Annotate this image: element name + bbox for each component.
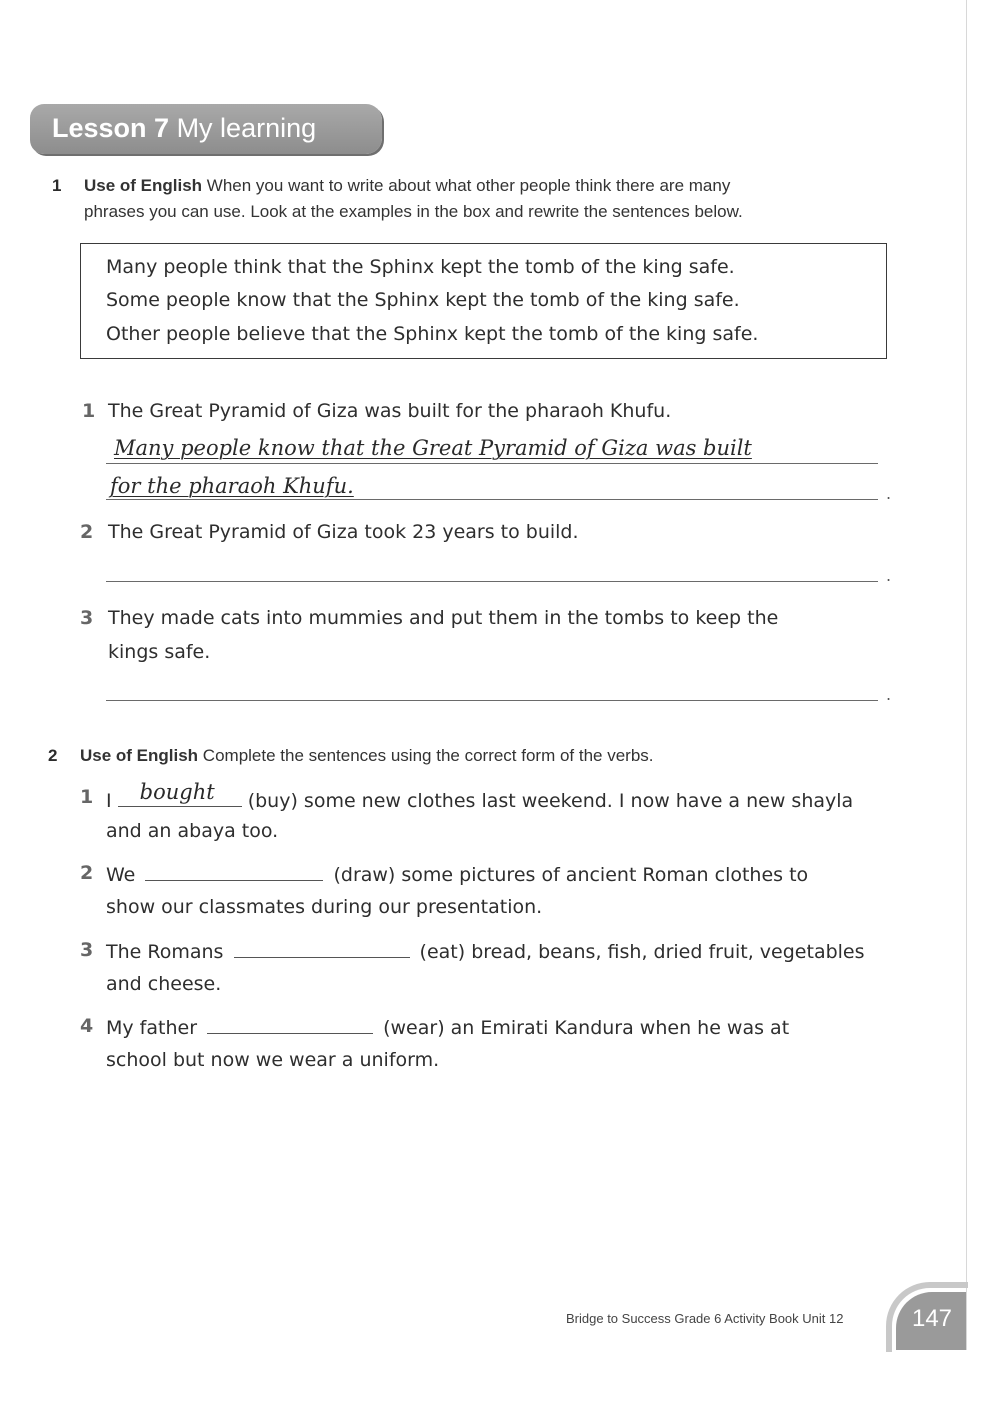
q2-item-4-pre: My father xyxy=(106,1017,198,1039)
q2-item-2-blank[interactable] xyxy=(145,862,323,881)
q2-item-1-sentence xyxy=(106,780,854,812)
q1-item-1-answer-text-1: Many people know that the Great Pyramid of Giza was built xyxy=(114,436,752,460)
full-stop: . xyxy=(886,484,892,503)
lesson-title xyxy=(52,108,316,148)
question-1-number: 1 xyxy=(52,176,62,195)
footer-book-title: Bridge to Success Grade 6 Activity Book Unit 12 xyxy=(566,1311,844,1326)
question-1-text-line-1: When you want to write about what other people think there are many xyxy=(202,176,731,195)
lesson-name: My learning xyxy=(176,113,317,143)
q1-item-1-number: 1 xyxy=(82,400,96,422)
lesson-number: Lesson 7 xyxy=(52,113,170,143)
example-line-2: Some people know that the Sphinx kept the tomb of the king safe. xyxy=(106,289,740,311)
q2-item-4-line-2: school but now we wear a uniform. xyxy=(106,1049,440,1071)
q1-item-3-number: 3 xyxy=(80,607,94,629)
full-stop: . xyxy=(886,685,892,704)
q1-item-1-answer-line-2 xyxy=(110,474,354,498)
q1-item-1-sentence: The Great Pyramid of Giza was built for the pharaoh Khufu. xyxy=(108,400,672,422)
answer-rule[interactable] xyxy=(106,581,878,582)
q2-item-1-pre: I xyxy=(106,790,112,812)
q2-item-1-line-2: and an abaya too. xyxy=(106,820,279,842)
q2-item-4-blank[interactable] xyxy=(207,1015,373,1034)
answer-rule[interactable] xyxy=(106,463,878,464)
full-stop: . xyxy=(886,566,892,585)
q2-item-4-number: 4 xyxy=(80,1015,94,1037)
q2-item-3-line-2: and cheese. xyxy=(106,973,222,995)
q2-item-2-line-2: show our classmates during our presentation. xyxy=(106,896,543,918)
answer-rule[interactable] xyxy=(106,499,878,500)
q2-item-4-sentence xyxy=(106,1015,789,1039)
q1-item-3-sentence-line-1: They made cats into mummies and put them in the tombs to keep the xyxy=(108,607,779,629)
q2-item-2-number: 2 xyxy=(80,862,94,884)
q2-item-3-pre: The Romans xyxy=(106,941,224,963)
q1-item-1-answer-text-2: for the pharaoh Khufu. xyxy=(110,474,354,498)
q2-item-2-pre: We xyxy=(106,864,136,886)
q2-item-1-blank[interactable] xyxy=(118,780,242,807)
question-2-text: Complete the sentences using the correct form of the verbs. xyxy=(198,746,654,765)
q2-item-1-number: 1 xyxy=(80,786,94,808)
q2-item-3-blank[interactable] xyxy=(234,939,410,958)
q2-item-3-number: 3 xyxy=(80,939,94,961)
q2-item-4-post: (wear) an Emirati Kandura when he was at xyxy=(383,1017,790,1039)
question-1-text-line-2: phrases you can use. Look at the examples in the box and rewrite the sentences below. xyxy=(84,202,743,221)
q1-item-3-sentence-line-2: kings safe. xyxy=(108,641,211,663)
q2-item-1-answer: bought xyxy=(139,780,215,804)
q2-item-3-sentence xyxy=(106,939,865,963)
question-1-label: Use of English xyxy=(84,176,203,195)
answer-rule[interactable] xyxy=(106,700,878,701)
q1-item-1-answer-line-1 xyxy=(114,436,752,460)
q2-item-3-post: (eat) bread, beans, fish, dried fruit, vegetables xyxy=(419,941,865,963)
q1-item-2-number: 2 xyxy=(80,521,94,543)
q2-item-2-sentence xyxy=(106,862,808,886)
q2-item-2-post: (draw) some pictures of ancient Roman clothes to xyxy=(333,864,809,886)
question-1-instruction xyxy=(84,173,944,225)
q1-item-2-sentence: The Great Pyramid of Giza took 23 years to build. xyxy=(108,521,579,543)
q2-item-1-post: (buy) some new clothes last weekend. I now have a new shayla xyxy=(247,790,854,812)
question-2-number: 2 xyxy=(48,746,58,765)
question-2-instruction xyxy=(80,743,940,769)
page-number: 147 xyxy=(911,1305,953,1332)
page-edge-line xyxy=(966,0,967,1350)
example-line-1: Many people think that the Sphinx kept the tomb of the king safe. xyxy=(106,256,735,278)
example-line-3: Other people believe that the Sphinx kept the tomb of the king safe. xyxy=(106,323,759,345)
question-2-label: Use of English xyxy=(80,746,199,765)
